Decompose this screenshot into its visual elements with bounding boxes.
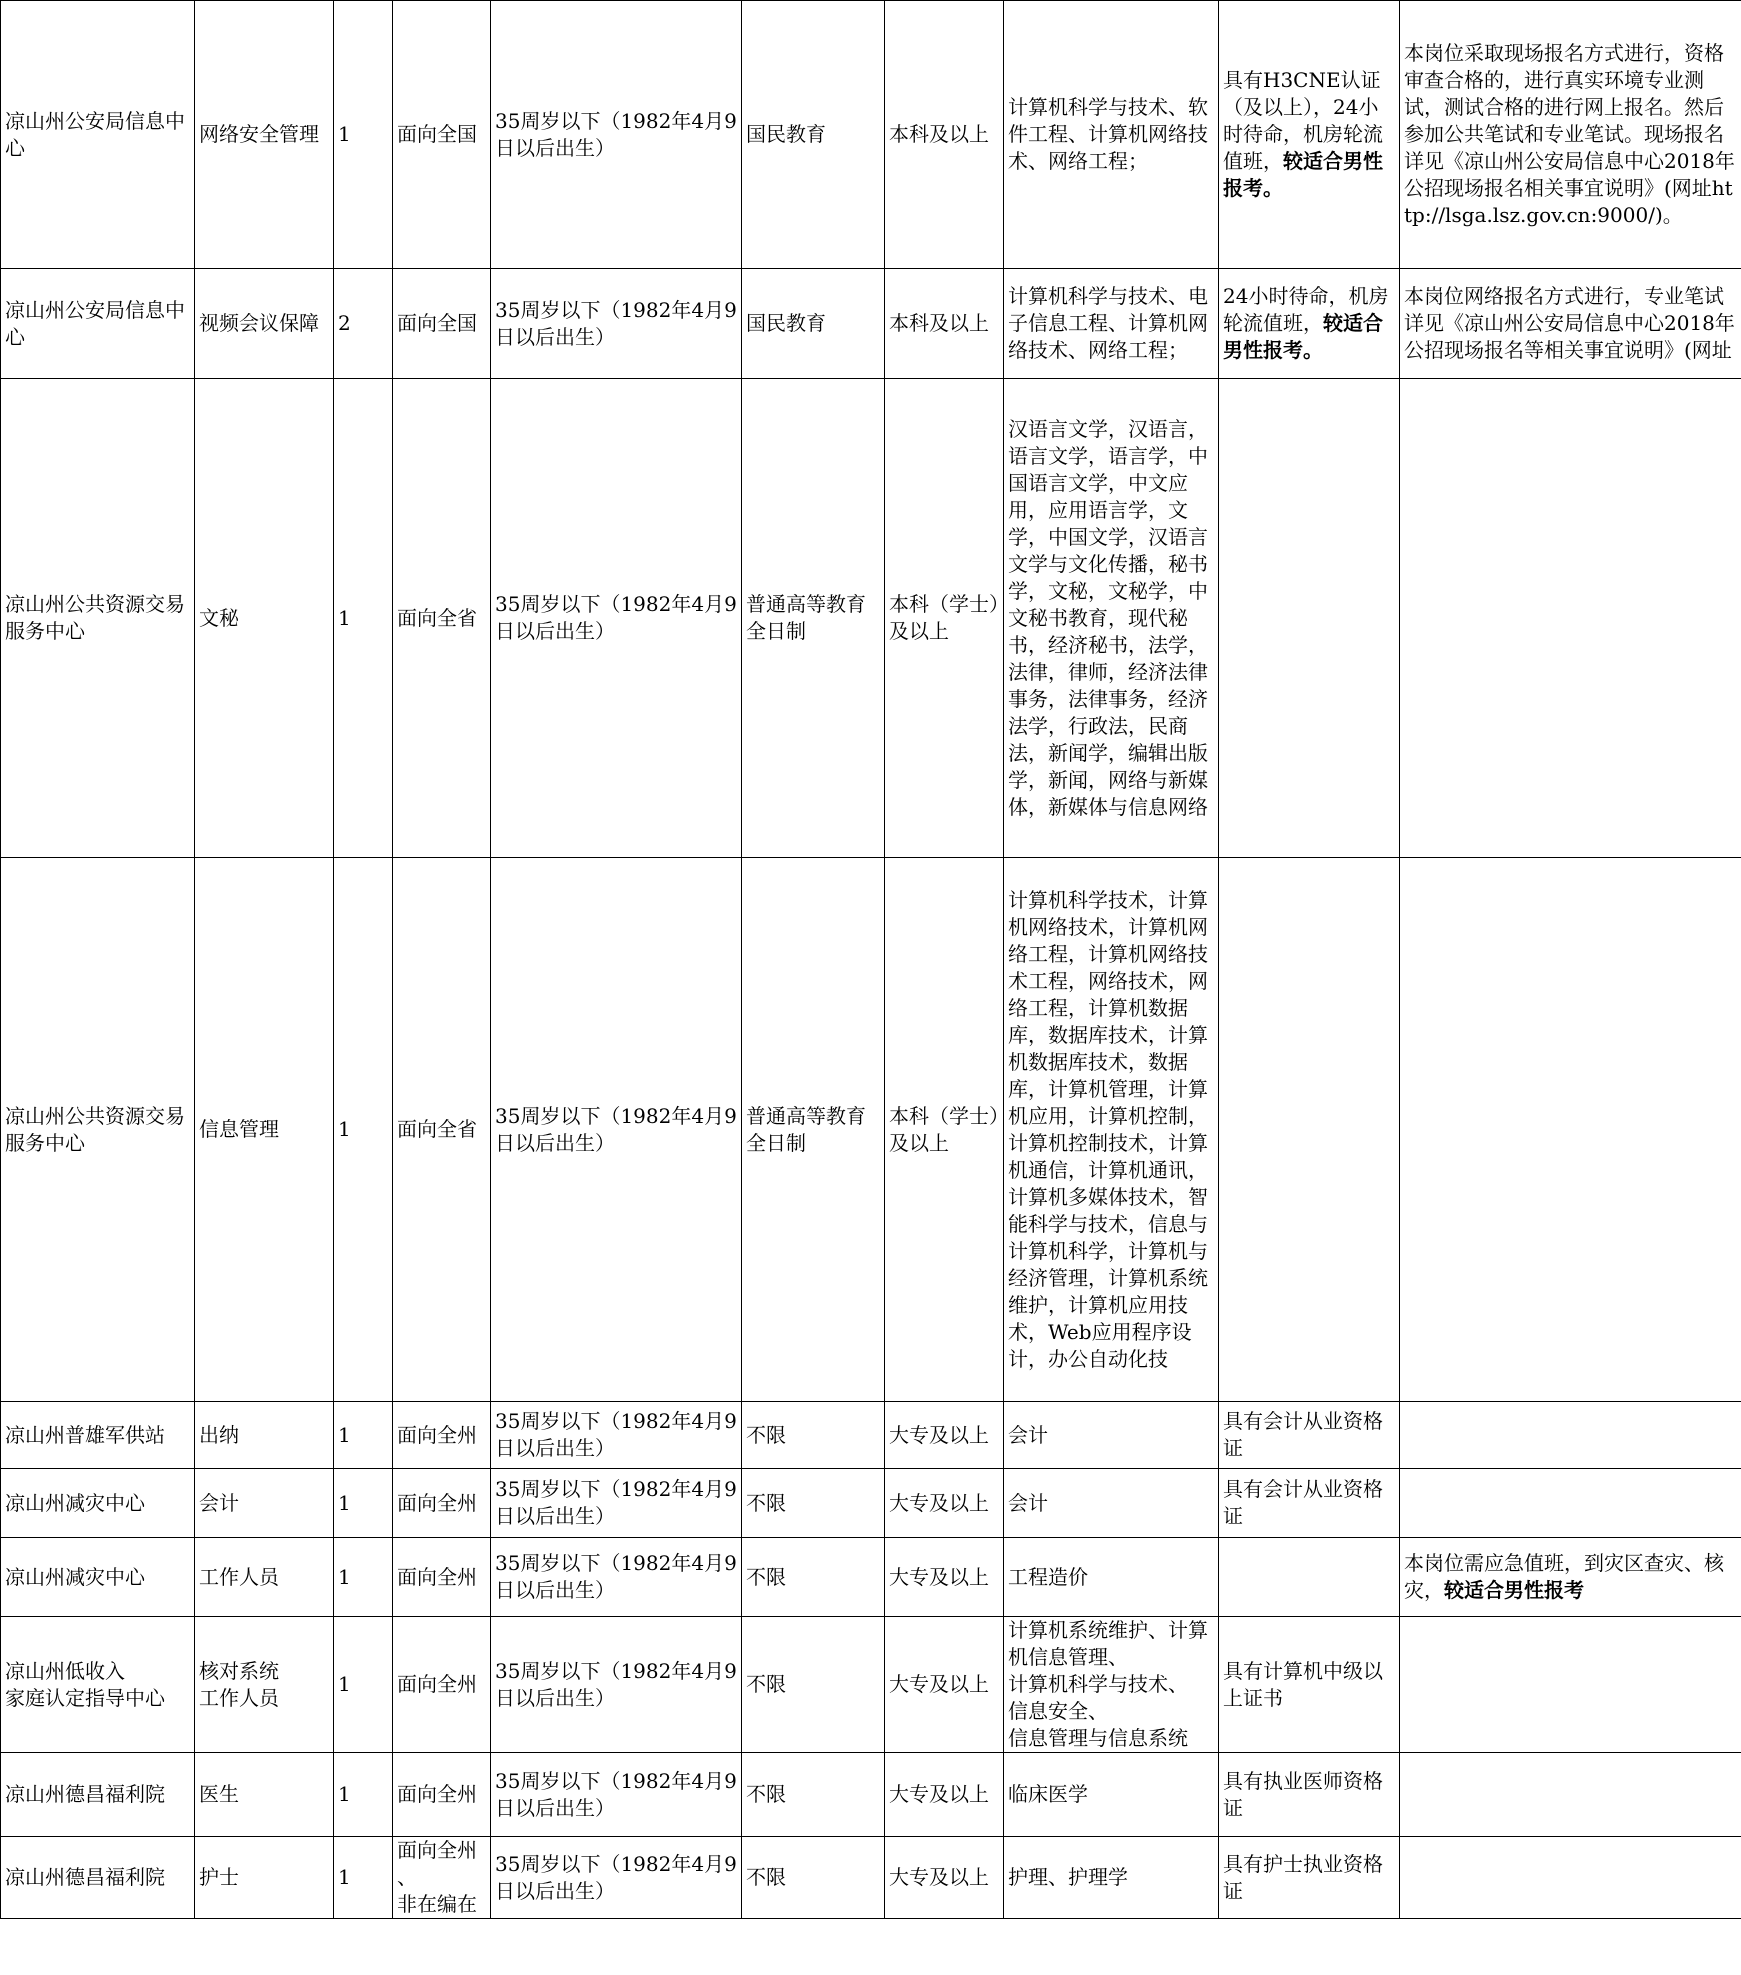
scope-cell [393, 379, 491, 858]
count-cell [334, 858, 393, 1402]
requirement-emphasis: 较适合男性报考。 [1223, 311, 1383, 362]
education-level-cell [885, 1753, 1004, 1837]
requirement-cell [1219, 1837, 1400, 1919]
age-text: 35周岁以下（1982年4月9日以后出生） [495, 1409, 737, 1460]
requirement-text: 24小时待命，机房轮流值班， [1223, 284, 1389, 335]
scope-cell [393, 858, 491, 1402]
count-cell [334, 269, 393, 379]
scope-text: 面向全州 [397, 1672, 477, 1696]
requirement-cell [1219, 1402, 1400, 1469]
education-level-cell [885, 1469, 1004, 1538]
education-type-cell [742, 379, 885, 858]
remarks-cell [1400, 1837, 1741, 1919]
requirement-text: 具有H3CNE认证（及以上），24小时待命，机房轮流值班， [1223, 68, 1383, 173]
count-text: 1 [338, 1672, 351, 1696]
major-cell [1004, 858, 1219, 1402]
age-text: 35周岁以下（1982年4月9日以后出生） [495, 1658, 737, 1710]
table-row [1, 1, 1741, 269]
remarks-text: 本岗位采取现场报名方式进行，资格审查合格的，进行真实环境专业测试，测试合格的进行网上报名。然后参加公共笔试和专业笔试。现场报名详见《凉山州公安局信息中心2018年公招现场报名相关事宜说明》(网址http://lsga.lsz.gov.cn:9000/)。 [1404, 41, 1735, 227]
requirement-emphasis: 较适合男性报考。 [1223, 149, 1383, 200]
age-cell [491, 1469, 742, 1538]
scope-text: 面向全省 [397, 605, 477, 630]
position-text: 医生 [199, 1782, 239, 1806]
major-text: 计算机科学技术，计算机网络技术，计算机网络工程，计算机网络技术工程，网络技术，网络工程，计算机数据库，数据库技术，计算机数据库技术，数据库，计算机管理，计算机应用，计算机控制，计算机控制技术，计算机通信，计算机通讯，计算机多媒体技术，智能科学与技术，信息与计算机科学，计算机与经济管理，计算机系统维护，计算机应用技术，Web应用程序设计，办公自动化技 [1008, 887, 1208, 1371]
education-type-cell [742, 1, 885, 269]
remarks-cell [1400, 1469, 1741, 1538]
unit-text: 凉山州减灾中心 [5, 1490, 145, 1515]
unit-cell [1, 1, 195, 269]
age-cell [491, 1753, 742, 1837]
count-cell [334, 1469, 393, 1538]
education-type-cell [742, 1402, 885, 1469]
position-text: 会计 [199, 1490, 239, 1515]
age-cell [491, 269, 742, 379]
table-row [1, 1538, 1741, 1617]
education-type-text: 不限 [746, 1564, 786, 1589]
major-text: 会计 [1008, 1422, 1048, 1447]
unit-text: 凉山州德昌福利院 [5, 1865, 165, 1889]
education-type-cell [742, 858, 885, 1402]
count-text: 1 [338, 1422, 351, 1447]
education-level-text: 大专及以上 [889, 1672, 989, 1696]
education-level-cell [885, 858, 1004, 1402]
education-level-cell [885, 1, 1004, 269]
scope-text: 面向全国 [397, 122, 477, 146]
count-text: 1 [338, 1117, 351, 1141]
education-type-text: 不限 [746, 1490, 786, 1515]
major-cell [1004, 1837, 1219, 1919]
requirement-cell [1219, 379, 1400, 858]
table-body [1, 1, 1741, 1919]
count-text: 1 [338, 1782, 351, 1806]
unit-text: 凉山州公安局信息中心 [5, 108, 185, 160]
major-cell [1004, 1, 1219, 269]
table-row [1, 858, 1741, 1402]
count-cell [334, 379, 393, 858]
unit-cell [1, 1402, 195, 1469]
education-type-cell [742, 1753, 885, 1837]
major-cell [1004, 1469, 1219, 1538]
education-level-text: 本科（学士）及以上 [889, 1103, 999, 1155]
age-cell [491, 1617, 742, 1753]
count-text: 1 [338, 1490, 351, 1515]
age-text: 35周岁以下（1982年4月9日以后出生） [495, 1768, 737, 1820]
unit-cell [1, 858, 195, 1402]
unit-text: 凉山州公共资源交易服务中心 [5, 592, 185, 643]
requirement-text: 具有会计从业资格证 [1223, 1409, 1383, 1460]
age-text: 35周岁以下（1982年4月9日以后出生） [495, 108, 737, 160]
education-type-text: 国民教育 [746, 122, 826, 146]
age-cell [491, 379, 742, 858]
age-cell [491, 1402, 742, 1469]
remarks-cell [1400, 1617, 1741, 1753]
major-cell [1004, 1617, 1219, 1753]
major-text: 临床医学 [1008, 1782, 1088, 1806]
unit-text: 凉山州公共资源交易服务中心 [5, 1103, 185, 1155]
table-row [1, 1753, 1741, 1837]
position-text: 护士 [199, 1865, 239, 1889]
count-cell [334, 1617, 393, 1753]
major-text: 会计 [1008, 1490, 1048, 1515]
unit-cell [1, 1837, 195, 1919]
remarks-emphasis: 较适合男性报考 [1444, 1578, 1584, 1602]
table-row [1, 379, 1741, 858]
age-text: 35周岁以下（1982年4月9日以后出生） [495, 1551, 737, 1602]
position-cell [195, 1538, 334, 1617]
requirement-cell [1219, 1617, 1400, 1753]
major-text: 护理、护理学 [1008, 1865, 1128, 1889]
count-cell [334, 1538, 393, 1617]
requirement-text: 具有执业医师资格证 [1223, 1768, 1383, 1820]
remarks-text: 本岗位需应急值班，到灾区查灾、核灾， [1404, 1551, 1724, 1602]
table-row [1, 1402, 1741, 1469]
unit-cell [1, 379, 195, 858]
scope-cell [393, 1837, 491, 1919]
table-row [1, 269, 1741, 379]
position-cell [195, 1469, 334, 1538]
major-text: 工程造价 [1008, 1564, 1088, 1589]
count-text: 2 [338, 311, 351, 335]
major-cell [1004, 269, 1219, 379]
unit-cell [1, 1617, 195, 1753]
requirement-cell [1219, 1469, 1400, 1538]
education-level-text: 本科（学士）及以上 [889, 592, 999, 643]
count-text: 1 [338, 605, 351, 630]
remarks-cell [1400, 1, 1741, 269]
scope-text: 面向全州 [397, 1490, 477, 1515]
remarks-cell [1400, 1753, 1741, 1837]
education-type-text: 不限 [746, 1865, 786, 1889]
scope-cell [393, 1753, 491, 1837]
remarks-cell [1400, 858, 1741, 1402]
table-row [1, 1469, 1741, 1538]
count-cell [334, 1753, 393, 1837]
table-row [1, 1617, 1741, 1753]
position-text: 出纳 [199, 1422, 239, 1447]
education-level-text: 大专及以上 [889, 1422, 989, 1447]
requirement-cell [1219, 858, 1400, 1402]
education-level-cell [885, 1538, 1004, 1617]
requirement-text: 具有护士执业资格证 [1223, 1851, 1383, 1903]
requirement-cell [1219, 1538, 1400, 1617]
unit-text: 凉山州低收入 家庭认定指导中心 [5, 1658, 165, 1710]
education-level-cell [885, 269, 1004, 379]
scope-text: 面向全州 [397, 1564, 477, 1589]
position-text: 网络安全管理 [199, 122, 319, 146]
scope-cell [393, 1538, 491, 1617]
position-cell [195, 379, 334, 858]
requirement-text: 具有计算机中级以上证书 [1223, 1658, 1383, 1710]
major-text: 汉语言文学，汉语言，语言文学，语言学，中国语言文学，中文应用，应用语言学，文学，中国文学，汉语言文学与文化传播，秘书学，文秘，文秘学，中文秘书教育，现代秘书，经济秘书，法学，法律，律师，经济法律事务，法律事务，经济法学，行政法，民商法，新闻学，编辑出版学，新闻，网络与新媒体，新媒体与信息网络 [1008, 416, 1208, 819]
position-text: 工作人员 [199, 1564, 279, 1589]
remarks-cell [1400, 379, 1741, 858]
age-cell [491, 1538, 742, 1617]
remarks-text: 本岗位网络报名方式进行，专业笔试详见《凉山州公安局信息中心2018年公招现场报名等相关事宜说明》(网址 [1404, 284, 1735, 362]
unit-text: 凉山州普雄军供站 [5, 1422, 165, 1447]
remarks-cell [1400, 1402, 1741, 1469]
education-type-cell [742, 1837, 885, 1919]
position-text: 信息管理 [199, 1117, 279, 1141]
scope-cell [393, 1469, 491, 1538]
count-cell [334, 1402, 393, 1469]
position-cell [195, 1837, 334, 1919]
unit-text: 凉山州减灾中心 [5, 1564, 145, 1589]
position-cell [195, 1617, 334, 1753]
unit-cell [1, 269, 195, 379]
position-cell [195, 1, 334, 269]
major-cell [1004, 1538, 1219, 1617]
count-cell [334, 1, 393, 269]
education-level-text: 大专及以上 [889, 1782, 989, 1806]
unit-text: 凉山州德昌福利院 [5, 1782, 165, 1806]
remarks-cell [1400, 1538, 1741, 1617]
count-text: 1 [338, 1564, 351, 1589]
scope-text: 面向全州 [397, 1422, 477, 1447]
major-cell [1004, 379, 1219, 858]
count-text: 1 [338, 122, 351, 146]
education-type-text: 不限 [746, 1422, 786, 1447]
position-text: 视频会议保障 [199, 311, 319, 335]
age-cell [491, 858, 742, 1402]
scope-text: 面向全省 [397, 1117, 477, 1141]
education-level-text: 大专及以上 [889, 1564, 989, 1589]
education-type-cell [742, 1469, 885, 1538]
remarks-cell [1400, 269, 1741, 379]
scope-cell [393, 1617, 491, 1753]
scope-text: 面向全州 [397, 1782, 477, 1806]
requirement-cell [1219, 1, 1400, 269]
age-cell [491, 1, 742, 269]
education-level-cell [885, 1837, 1004, 1919]
major-cell [1004, 1402, 1219, 1469]
count-cell [334, 1837, 393, 1919]
count-text: 1 [338, 1865, 351, 1889]
education-level-text: 大专及以上 [889, 1865, 989, 1889]
position-cell [195, 1402, 334, 1469]
position-cell [195, 1753, 334, 1837]
education-level-cell [885, 1617, 1004, 1753]
major-text: 计算机科学与技术、软件工程、计算机网络技术、网络工程； [1008, 95, 1208, 173]
unit-cell [1, 1753, 195, 1837]
position-cell [195, 269, 334, 379]
education-type-cell [742, 269, 885, 379]
education-type-cell [742, 1617, 885, 1753]
major-text: 计算机系统维护、计算机信息管理、 计算机科学与技术、 信息安全、 信息管理与信息系统 [1008, 1618, 1208, 1750]
education-level-text: 本科及以上 [889, 311, 989, 335]
education-level-cell [885, 379, 1004, 858]
position-text: 核对系统 工作人员 [199, 1658, 279, 1710]
education-type-text: 普通高等教育全日制 [746, 592, 866, 643]
requirement-cell [1219, 1753, 1400, 1837]
education-type-text: 国民教育 [746, 311, 826, 335]
scope-text: 面向全国 [397, 311, 477, 335]
unit-cell [1, 1538, 195, 1617]
scope-cell [393, 1402, 491, 1469]
education-type-text: 不限 [746, 1672, 786, 1696]
unit-cell [1, 1469, 195, 1538]
scope-cell [393, 269, 491, 379]
age-text: 35周岁以下（1982年4月9日以后出生） [495, 297, 737, 349]
requirement-text: 具有会计从业资格证 [1223, 1477, 1383, 1528]
scope-cell [393, 1, 491, 269]
position-text: 文秘 [199, 605, 239, 630]
major-text: 计算机科学与技术、电子信息工程、计算机网络技术、网络工程； [1008, 284, 1208, 362]
education-type-cell [742, 1538, 885, 1617]
table-row [1, 1837, 1741, 1919]
age-text: 35周岁以下（1982年4月9日以后出生） [495, 1851, 737, 1903]
age-text: 35周岁以下（1982年4月9日以后出生） [495, 1103, 737, 1155]
education-level-text: 本科及以上 [889, 122, 989, 146]
major-cell [1004, 1753, 1219, 1837]
education-type-text: 不限 [746, 1782, 786, 1806]
age-cell [491, 1837, 742, 1919]
education-level-text: 大专及以上 [889, 1490, 989, 1515]
age-text: 35周岁以下（1982年4月9日以后出生） [495, 1477, 737, 1528]
scope-text: 面向全州 、 非在编在 [397, 1838, 477, 1916]
age-text: 35周岁以下（1982年4月9日以后出生） [495, 592, 737, 643]
requirement-cell [1219, 269, 1400, 379]
education-level-cell [885, 1402, 1004, 1469]
unit-text: 凉山州公安局信息中心 [5, 297, 185, 349]
education-type-text: 普通高等教育全日制 [746, 1103, 866, 1155]
position-cell [195, 858, 334, 1402]
